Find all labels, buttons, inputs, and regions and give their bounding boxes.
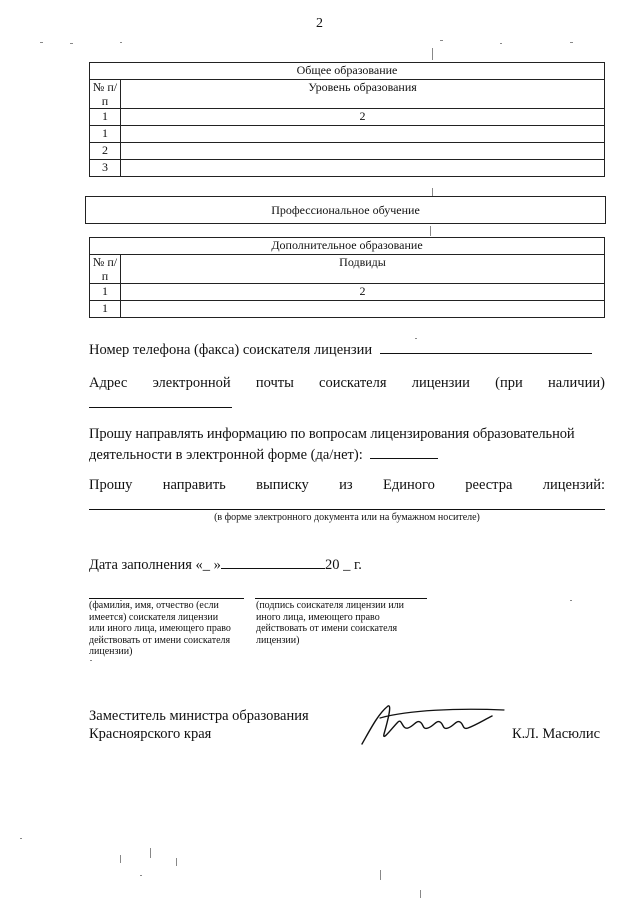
- page-number: 2: [316, 16, 323, 31]
- additional-education-table: [89, 237, 605, 318]
- col-level-header: Уровень образования: [121, 80, 605, 109]
- phone-field[interactable]: [380, 339, 592, 354]
- caption-line: (фамилия, имя, отчество (если: [89, 600, 219, 611]
- extract-field[interactable]: [89, 509, 605, 510]
- row-num: 1: [90, 109, 121, 126]
- row-value: 2: [121, 109, 605, 126]
- email-word: электронной: [152, 375, 231, 391]
- extract-word: из: [339, 477, 353, 493]
- email-word: Адрес: [89, 375, 128, 391]
- signer-name: К.Л. Масюлис: [512, 726, 601, 742]
- extract-word: Прошу: [89, 477, 133, 493]
- email-word: наличии): [547, 375, 605, 391]
- extract-word: реестра: [465, 477, 513, 493]
- general-education-table: [89, 62, 605, 177]
- caption-line: (подпись соискателя лицензии или: [256, 600, 405, 611]
- signer-title-2: Красноярского края: [89, 726, 212, 742]
- extract-word: Единого: [383, 477, 435, 493]
- row-num: 1: [90, 301, 121, 318]
- date-label: Дата заполнения «_ »: [89, 557, 221, 573]
- date-year: 20: [324, 557, 340, 573]
- extract-word: выписку: [256, 477, 309, 493]
- row-value: [121, 160, 605, 177]
- caption-line: имеется) соискателя лицензии: [89, 611, 219, 623]
- request-info-line-1: Прошу направлять информацию по вопросам лицензирования образовательной: [89, 426, 575, 442]
- yes-no-field[interactable]: [370, 444, 438, 459]
- date-line: [89, 554, 362, 574]
- row-num: 1: [90, 126, 121, 143]
- email-field[interactable]: [89, 393, 232, 408]
- date-month-field[interactable]: [221, 554, 325, 569]
- extract-line: [89, 477, 605, 494]
- phone-label: Номер телефона (факса) соискателя лицензии: [89, 342, 373, 358]
- table-row: [90, 126, 605, 143]
- table-row: [90, 160, 605, 177]
- email-word: почты: [255, 375, 294, 391]
- row-num: 3: [90, 160, 121, 177]
- fio-caption: [89, 600, 249, 658]
- email-line: [89, 375, 605, 392]
- request-info-line-2: [89, 444, 438, 464]
- col-sub-header: Подвиды: [121, 255, 605, 284]
- caption-line: лицензии): [89, 646, 133, 657]
- handwritten-signature: [358, 700, 508, 748]
- row-value: [121, 301, 605, 318]
- extract-note: (в форме электронного документа или на бумажном носителе): [214, 512, 480, 523]
- professional-training-box: Профессиональное обучение: [85, 196, 606, 224]
- email-word: лицензии: [411, 375, 470, 391]
- extract-word: направить: [162, 477, 226, 493]
- general-education-title: Общее образование: [90, 63, 605, 80]
- table-row: [90, 143, 605, 160]
- date-end: _ г.: [343, 557, 362, 573]
- additional-education-title: Дополнительное образование: [90, 238, 605, 255]
- table-row: [90, 284, 605, 301]
- row-num: 2: [90, 143, 121, 160]
- signer-title-1: Заместитель министра образования: [89, 708, 309, 724]
- col-num-header: № п/п: [90, 255, 121, 284]
- row-num: 1: [90, 284, 121, 301]
- caption-line: лицензии): [256, 634, 300, 646]
- email-word: (при: [495, 375, 523, 391]
- row-value: [121, 126, 605, 143]
- request-info-label: деятельности в электронной форме (да/нет):: [89, 447, 363, 463]
- caption-line: иного лица, имеющего право: [256, 611, 380, 623]
- col-num-header: № п/п: [90, 80, 121, 109]
- signature-caption: [256, 600, 428, 646]
- email-word: соискателя: [319, 375, 387, 391]
- row-value: 2: [121, 284, 605, 301]
- caption-line: действовать от имени соискателя: [89, 634, 231, 646]
- extract-word: лицензий:: [542, 477, 605, 493]
- fio-field[interactable]: [89, 598, 244, 599]
- caption-line: действовать от имени соискателя: [256, 623, 398, 634]
- caption-line: или иного лица, имеющего право: [89, 623, 231, 634]
- table-row: [90, 109, 605, 126]
- table-row: [90, 301, 605, 318]
- signature-field[interactable]: [255, 598, 427, 599]
- phone-line: [89, 339, 592, 359]
- row-value: [121, 143, 605, 160]
